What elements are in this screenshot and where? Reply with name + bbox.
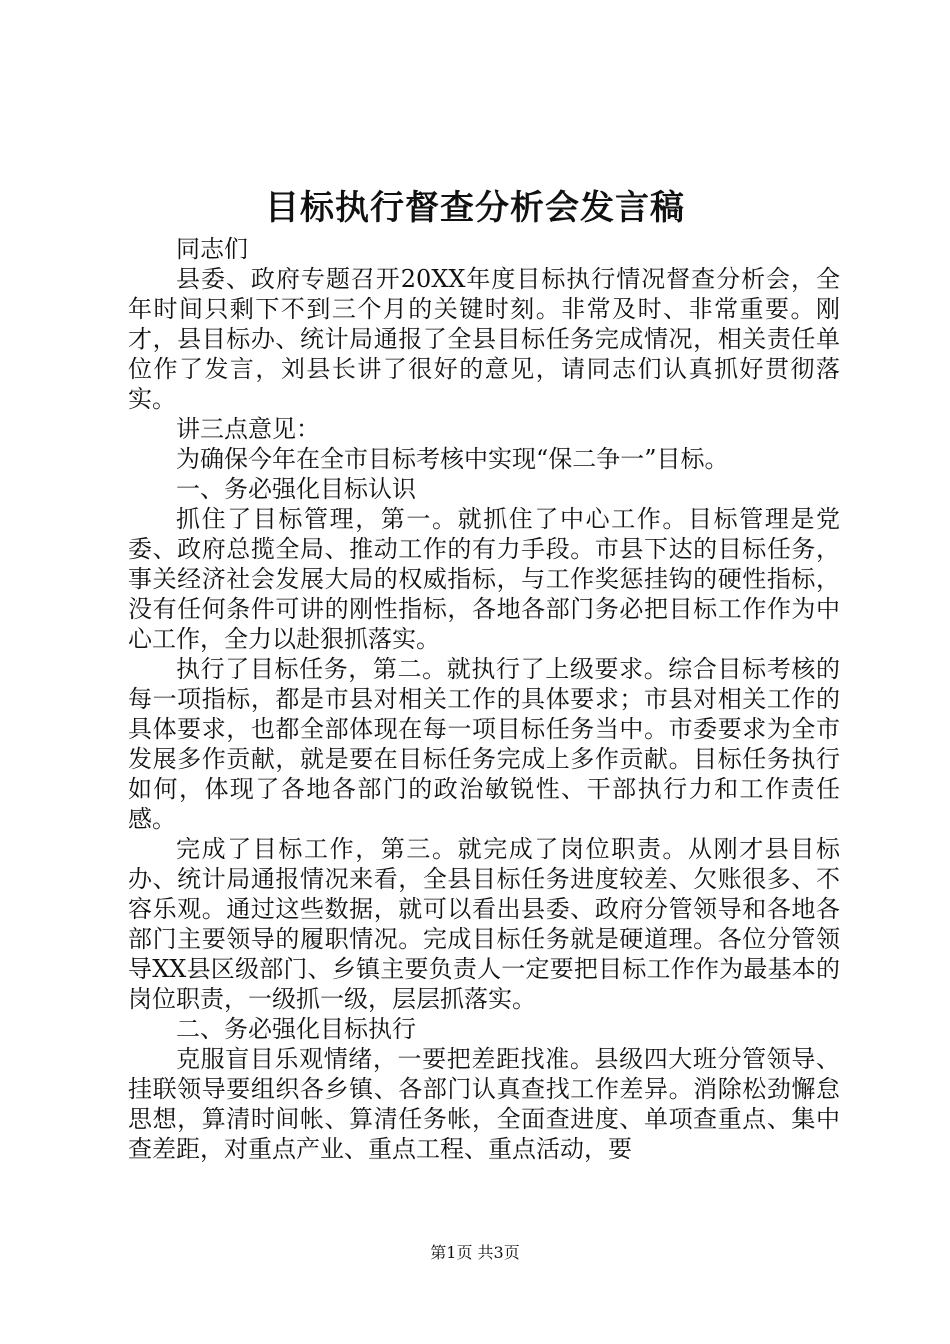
page-footer: 第1页 共3页: [430, 1243, 520, 1262]
section-heading: 二、务必强化目标执行: [176, 1015, 416, 1043]
paragraph: 执行了目标任务，第二。就执行了上级要求。综合目标考核的每一项指标，都是市县对相关工作的具体要求；市县对相关工作的具体要求，也都全部体现在每一项目标任务当中。市委要求为全市发展多作贡献，就是要在目标任务完成上多作贡献。目标任务执行如何，体现了各地各部门的政治敏锐性、干部执行力和工作责任感。: [128, 655, 840, 833]
section-heading: 一、务必强化目标认识: [176, 475, 416, 503]
paragraph: 为确保今年在全市目标考核中实现“保二争一”目标。: [176, 445, 729, 473]
paragraph: 克服盲目乐观情绪，一要把差距找准。县级四大班分管领导、挂联领导要组织各乡镇、各部门认真查找工作差异。消除松劲懈怠思想，算清时间帐、算清任务帐，全面查进度、单项查重点、集中查差距，对重点产业、重点工程、重点活动，要: [128, 1045, 840, 1163]
paragraph: 完成了目标工作，第三。就完成了岗位职责。从刚才县目标办、统计局通报情况来看，全县目标任务进度较差、欠账很多、不容乐观。通过这些数据，就可以看出县委、政府分管领导和各地各部门主要领导的履职情况。完成目标任务就是硬道理。各位分管领导XX县区级部门、乡镇主要负责人一定要把目标工作作为最基本的岗位职责，一级抓一级，层层抓落实。: [128, 835, 840, 1013]
paragraph: 同志们: [176, 235, 248, 263]
document-body: [128, 234, 840, 1164]
paragraph: 讲三点意见：: [176, 415, 320, 443]
paragraph: 县委、政府专题召开20XX年度目标执行情况督查分析会，全年时间只剩下不到三个月的关键时刻。非常及时、非常重要。刚才，县目标办、统计局通报了全县目标任务完成情况，相关责任单位作了发言，刘县长讲了很好的意见，请同志们认真抓好贯彻落实。: [128, 265, 840, 413]
paragraph: 抓住了目标管理，第一。就抓住了中心工作。目标管理是党委、政府总揽全局、推动工作的有力手段。市县下达的目标任务，事关经济社会发展大局的权威指标，与工作奖惩挂钩的硬性指标，没有任何条件可讲的刚性指标，各地各部门务必把目标工作作为中心工作，全力以赴狠抓落实。: [128, 505, 840, 653]
document-title: 目标执行督查分析会发言稿: [265, 188, 685, 228]
